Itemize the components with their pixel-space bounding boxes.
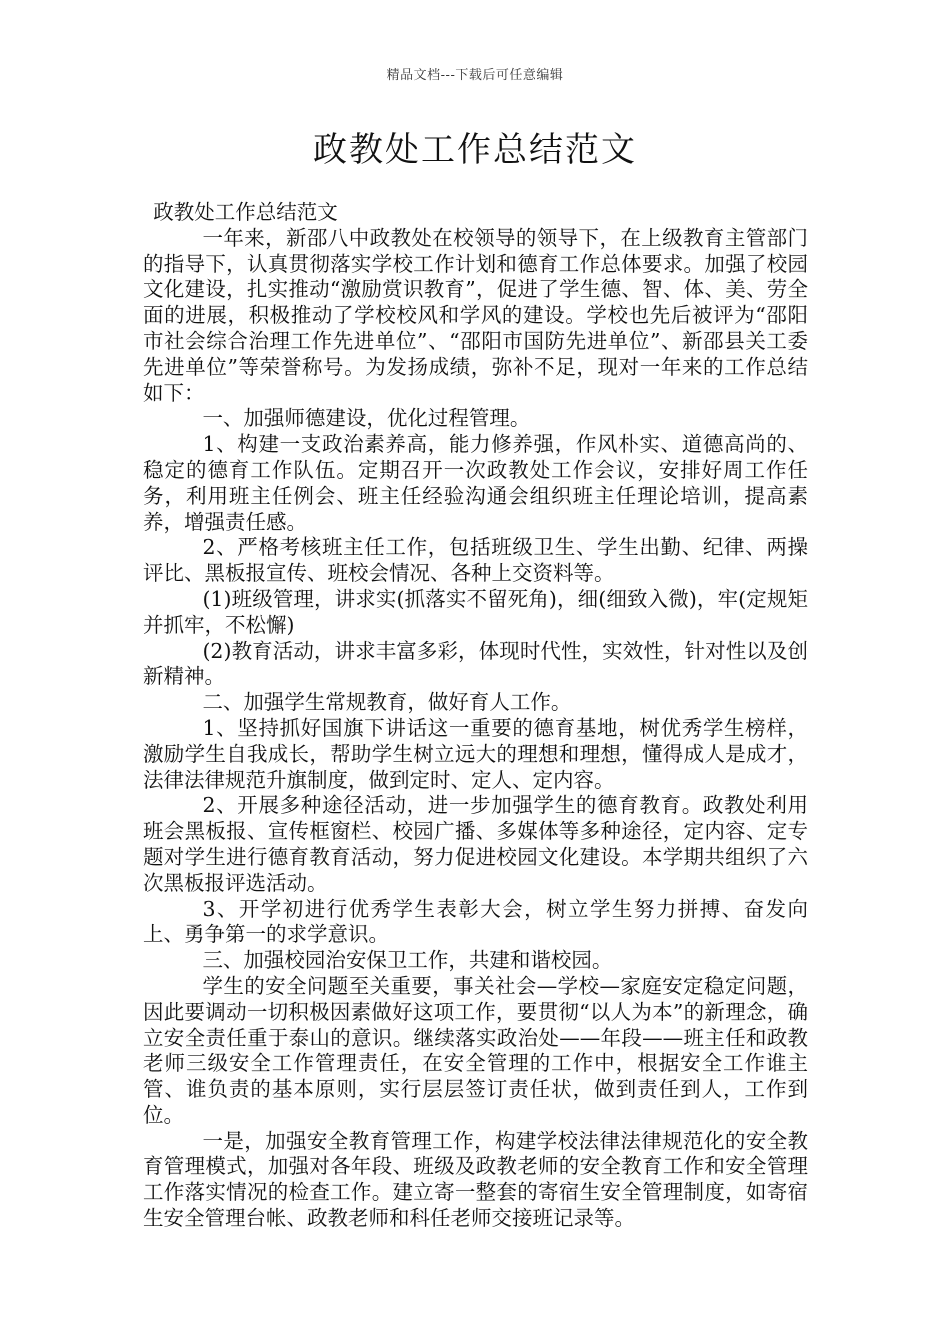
section-heading-2: 二、加强学生常规教育，做好育人工作。 (202, 690, 572, 715)
section-heading-3: 三、加强校园治安保卫工作，共建和谐校园。 (202, 948, 613, 973)
paragraph: 学生的安全问题至关重要，事关社会—学校—家庭安定稳定问题，因此要调动一切积极因素做好这项工作，要贯彻“以人为本”的新理念，确立安全责任重于泰山的意识。继续落实政治处——年段——班主任和政教老师三级安全工作管理责任，在安全管理的工作中，根据安全工作谁主管、谁负责的基本原则，实行层层签订责任状，做到责任到人，工作到位。 (143, 973, 808, 1127)
paragraph: 1、构建一支政治素养高，能力修养强，作风朴实、道德高尚的、稳定的德育工作队伍。定期召开一次政教处工作会议，安排好周工作任务，利用班主任例会、班主任经验沟通会组织班主任理论培训，提高素养，增强责任感。 (143, 432, 808, 534)
paragraph: 1、坚持抓好国旗下讲话这一重要的德育基地，树优秀学生榜样，激励学生自我成长，帮助学生树立远大的理想和理想，懂得成人是成才，法律法律规范升旗制度，做到定时、定人、定内容。 (143, 715, 808, 792)
header-note: 精品文档---下载后可任意编辑 (386, 68, 564, 83)
document-title: 政教处工作总结范文 (313, 130, 637, 170)
body-subtitle: 政教处工作总结范文 (153, 200, 338, 224)
document-body (143, 200, 808, 1232)
section-heading-1: 一、加强师德建设，优化过程管理。 (202, 406, 531, 431)
intro-paragraph: 一年来，新邵八中政教处在校领导的领导下，在上级教育主管部门的指导下，认真贯彻落实学校工作计划和德育工作总体要求。加强了校园文化建设，扎实推动“激励赏识教育”，促进了学生德、智、体、美、劳全面的进展，积极推动了学校校风和学风的建设。学校也先后被评为“邵阳市社会综合治理工作先进单位”、“邵阳市国防先进单位”、新邵县关工委先进单位”等荣誉称号。为发扬成绩，弥补不足，现对一年来的工作总结如下： (143, 225, 808, 405)
paragraph: 2、开展多种途径活动，进一步加强学生的德育教育。政教处利用班会黑板报、宣传框窗栏、校园广播、多媒体等多种途径，定内容、定专题对学生进行德育教育活动，努力促进校园文化建设。本学期共组织了六次黑板报评选活动。 (143, 793, 808, 895)
paragraph: 一是，加强安全教育管理工作，构建学校法律法律规范化的安全教育管理模式，加强对各年段、班级及政教老师的安全教育工作和安全管理工作落实情况的检查工作。建立寄一整套的寄宿生安全管理制度，如寄宿生安全管理台帐、政教老师和科任老师交接班记录等。 (143, 1128, 808, 1231)
paragraph: (1)班级管理，讲求实(抓落实不留死角)，细(细致入微)，牢(定规矩并抓牢，不松懈) (143, 586, 808, 637)
paragraph: (2)教育活动，讲求丰富多彩，体现时代性，实效性，针对性以及创新精神。 (143, 638, 808, 689)
paragraph: 3、开学初进行优秀学生表彰大会，树立学生努力拼搏、奋发向上、勇争第一的求学意识。 (143, 896, 808, 947)
paragraph: 2、严格考核班主任工作，包括班级卫生、学生出勤、纪律、两操评比、黑板报宣传、班校会情况、各种上交资料等。 (143, 535, 808, 586)
